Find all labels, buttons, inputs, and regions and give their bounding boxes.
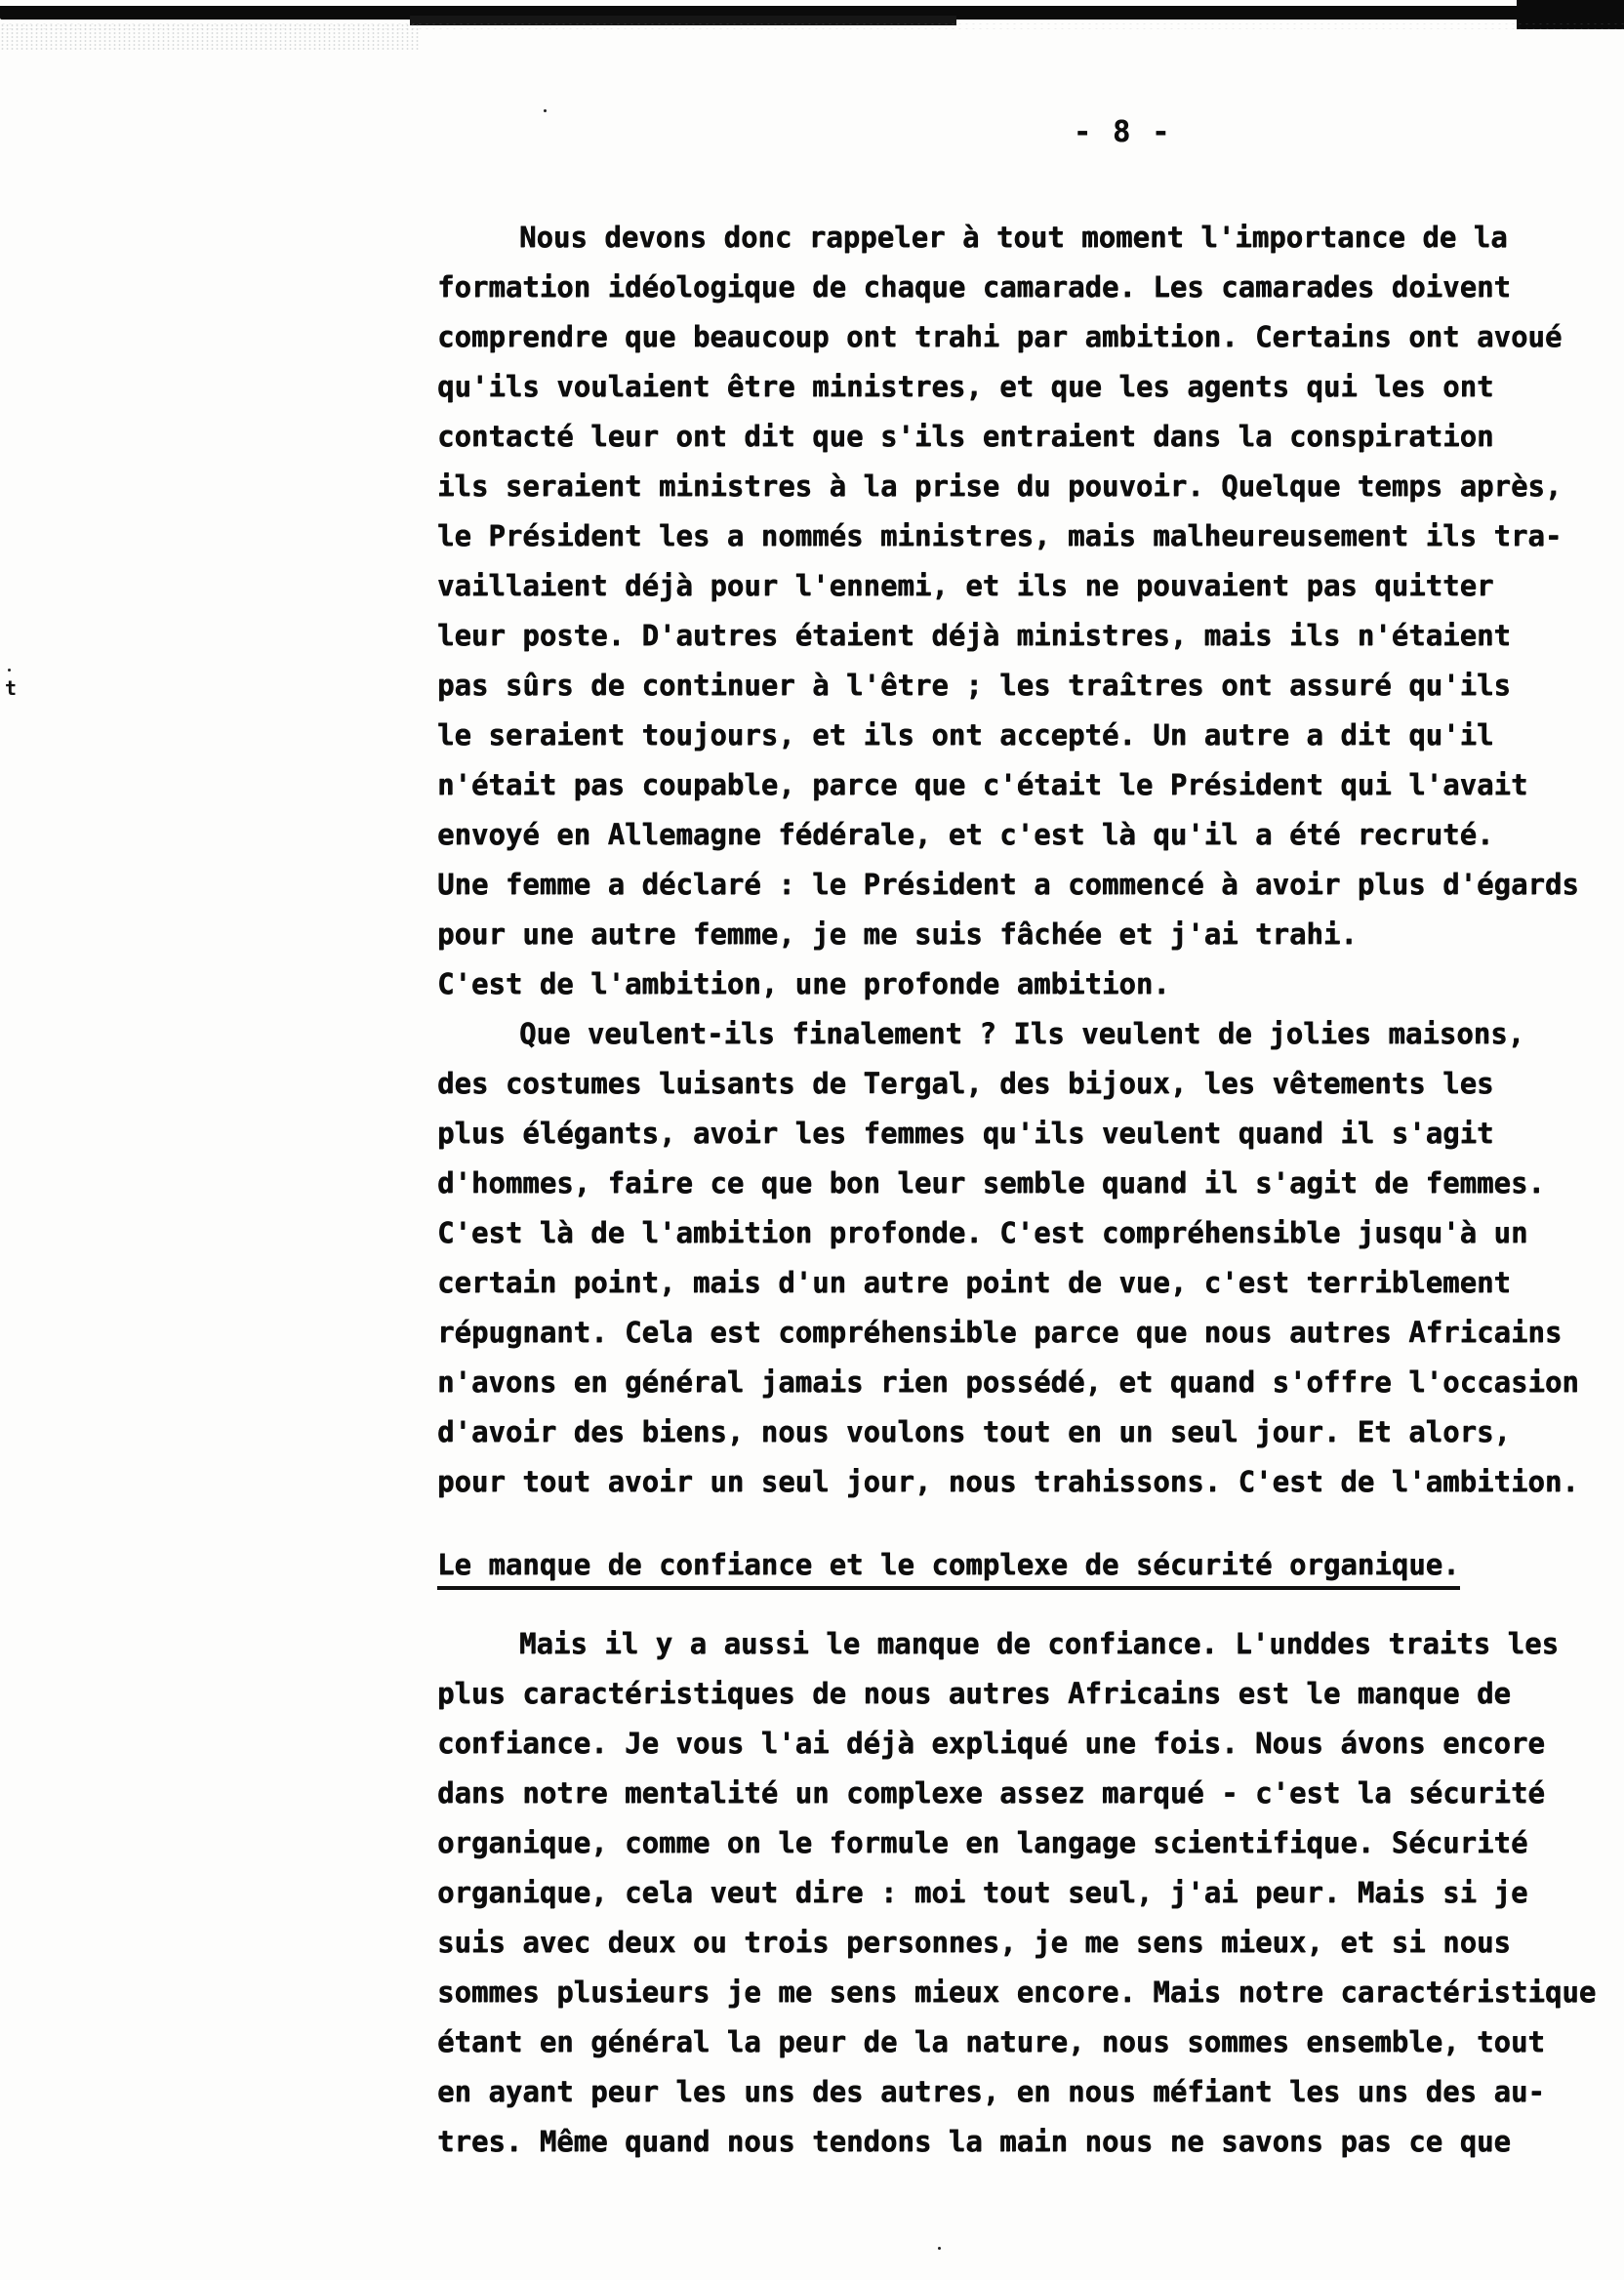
text-line: d'avoir des biens, nous voulons tout en un seul jour. Et alors, — [437, 1415, 1511, 1448]
scan-edge-band — [0, 6, 1624, 20]
text-line: des costumes luisants de Tergal, des bijoux, les vêtements les — [437, 1067, 1494, 1100]
scan-dot — [8, 669, 11, 672]
text-line: n'était pas coupable, parce que c'était le Président qui l'avait — [437, 768, 1528, 801]
text-line: comprendre que beaucoup ont trahi par ambition. Certains ont avoué — [437, 320, 1563, 353]
text-line: plus caractéristiques de nous autres Africains est le manque de — [437, 1677, 1511, 1710]
scan-noise-patch — [0, 23, 420, 51]
document-body — [437, 213, 1624, 2167]
text-line: ils seraient ministres à la prise du pouvoir. Quelque temps après, — [437, 469, 1563, 503]
text-line: le Président les a nommés ministres, mais malheureusement ils tra- — [437, 519, 1563, 552]
text-line: répugnant. Cela est compréhensible parce que nous autres Africains — [437, 1316, 1563, 1349]
text-line: formation idéologique de chaque camarade. Les camarades doivent — [437, 270, 1511, 304]
section-heading: Le manque de confiance et le complexe de sécurité organique. — [437, 1544, 1460, 1590]
text-line: pour une autre femme, je me suis fâchée et j'ai trahi. — [437, 917, 1358, 951]
scan-dot — [938, 2247, 941, 2250]
text-line: envoyé en Allemagne fédérale, et c'est là qu'il a été recruté. — [437, 818, 1494, 851]
text-line: vaillaient déjà pour l'ennemi, et ils ne pouvaient pas quitter — [437, 569, 1494, 602]
text-line: Une femme a déclaré : le Président a commencé à avoir plus d'égards — [437, 868, 1579, 901]
text-line: plus élégants, avoir les femmes qu'ils veulent quand il s'agit — [437, 1117, 1494, 1150]
text-line: pour tout avoir un seul jour, nous trahissons. C'est de l'ambition. — [437, 1465, 1579, 1498]
page-number: - 8 - — [1073, 115, 1172, 149]
text-line: suis avec deux ou trois personnes, je me sens mieux, et si nous — [437, 1926, 1511, 1959]
paragraph — [437, 213, 1624, 1009]
text-line: le seraient toujours, et ils ont accepté. Un autre a dit qu'il — [437, 718, 1494, 752]
paragraph — [437, 1619, 1624, 2167]
text-line: certain point, mais d'un autre point de vue, c'est terriblement — [437, 1266, 1511, 1299]
text-line: contacté leur ont dit que s'ils entraient dans la conspiration — [437, 420, 1494, 453]
text-line: qu'ils voulaient être ministres, et que les agents qui les ont — [437, 370, 1494, 403]
text-line: organique, comme on le formule en langage scientifique. Sécurité — [437, 1826, 1528, 1859]
text-line: leur poste. D'autres étaient déjà ministres, mais ils n'étaient — [437, 619, 1511, 652]
text-line: sommes plusieurs je me sens mieux encore. Mais notre caractéristique — [437, 1975, 1597, 2009]
text-line: d'hommes, faire ce que bon leur semble quand il s'agit de femmes. — [437, 1166, 1545, 1200]
text-line: en ayant peur les uns des autres, en nous méfiant les uns des au- — [437, 2075, 1545, 2108]
scan-dot — [544, 109, 547, 112]
text-line: tres. Même quand nous tendons la main nous ne savons pas ce que — [437, 2125, 1511, 2158]
text-line: n'avons en général jamais rien possédé, et quand s'offre l'occasion — [437, 1365, 1579, 1399]
paragraph — [437, 1009, 1624, 1507]
section-heading-row — [437, 1544, 1624, 1594]
text-line: organique, cela veut dire : moi tout seul, j'ai peur. Mais si je — [437, 1876, 1528, 1909]
text-line: C'est là de l'ambition profonde. C'est compréhensible jusqu'à un — [437, 1216, 1528, 1249]
text-line: confiance. Je vous l'ai déjà expliqué une fois. Nous ávons encore — [437, 1727, 1545, 1760]
text-line: pas sûrs de continuer à l'être ; les traîtres ont assuré qu'ils — [437, 669, 1511, 702]
text-line: Que veulent-ils finalement ? Ils veulent de jolies maisons, — [519, 1017, 1525, 1050]
text-line: dans notre mentalité un complexe assez marqué - c'est la sécurité — [437, 1776, 1545, 1810]
text-line: étant en général la peur de la nature, nous sommes ensemble, tout — [437, 2025, 1545, 2058]
margin-artifact-mark: t — [5, 676, 18, 700]
text-line: C'est de l'ambition, une profonde ambition. — [437, 967, 1170, 1000]
text-line: Nous devons donc rappeler à tout moment l'importance de la — [519, 221, 1508, 254]
text-line: Mais il y a aussi le manque de confiance. L'unddes traits les — [519, 1627, 1560, 1660]
